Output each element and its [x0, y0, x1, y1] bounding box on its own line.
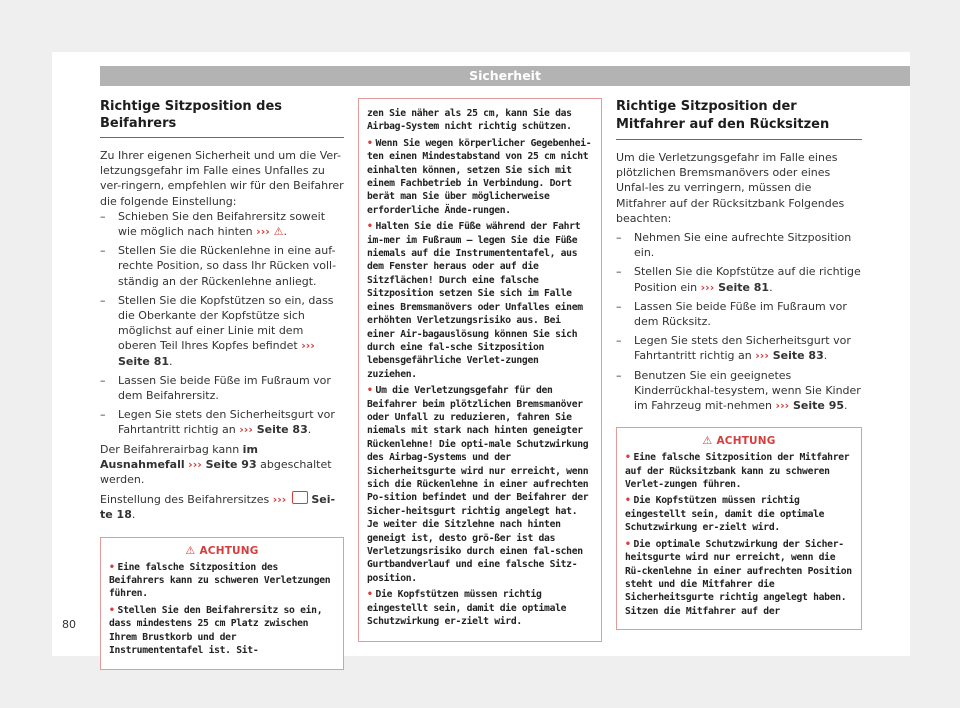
warning-item: • Eine falsche Sitzposition der Mitfahrer auf der Rücksitzbank kann zu schweren Verlet-zungen führen. [625, 452, 850, 491]
list-item: – Benutzen Sie ein geeignetes Kinderrückhal-tesystem, wenn Sie Kinder im Fahrzeug mit-nehmen ››› Seite 95. [616, 368, 861, 413]
airbag-note: Der Beifahrerairbag kann im Ausnahmefall ››› Seite 93 abgeschaltet werden. [100, 442, 332, 487]
list-item: – Stellen Sie die Kopfstütze auf die richtige Position ein ››› Seite 81. [616, 265, 861, 294]
warning-box [100, 537, 344, 670]
list-item: – Lassen Sie beide Füße im Fußraum vor dem Beifahrersitz. [100, 373, 331, 403]
warning-triangle-icon: ⚠ [185, 543, 196, 557]
warning-item: • Wenn Sie wegen körperlicher Gegebenhei-ten einen Mindestabstand von 25 cm nicht einhalten können, setzen Sie sich mit einem Fachbetrieb in Verbindung. Dort berät man Sie über möglicherweise erforderliche Ände-rungen. [367, 137, 592, 216]
page-reference-link[interactable]: ››› Seite 95 [775, 399, 845, 413]
list-item: – Legen Sie stets den Sicherheitsgurt vor Fahrtantritt richtig an ››› Seite 83. [616, 334, 851, 363]
list-item: – Legen Sie stets den Sicherheitsgurt vor Fahrtantritt richtig an ››› Seite 83. [100, 408, 335, 437]
page-reference-link[interactable]: ››› Seite 81 [118, 339, 315, 368]
warning-continuation: zen Sie näher als 25 cm, kann Sie das Airbag-System nicht richtig schützen. [367, 108, 572, 133]
page-reference-link[interactable]: ››› Seite 81 [700, 280, 770, 294]
column-1 [100, 98, 344, 670]
book-icon [292, 491, 308, 504]
list-item: – Nehmen Sie eine aufrechte Sitzposition ein. [616, 231, 852, 260]
column-3 [616, 98, 862, 630]
instruction-list [100, 209, 344, 438]
warning-item: • Um die Verletzungsgefahr für den Beifahrer beim plötzlichen Bremsmanöver oder Unfall zu reduzieren, fahren Sie niemals mit stark nach hinten geneigter Rückenlehne! Die opti-male Schutzwirkung des Airbag-Systems und der Sicherheitsgurte wird nur erreicht, wenn sich die Rückenlehne in einer aufrechten Po-sition befindet und der Beifahrer der Sicher-heitsgurt richtig angelegt hat. Je weiter die Sitzlehne nach hinten geneigt ist, desto grö-ßer ist das Verletzungsrisiko durch einen fal-schen Gurtbandverlauf und eine falsche Sitz-position. [367, 385, 589, 584]
warning-label: ACHTUNG [716, 435, 776, 448]
page-reference-link[interactable]: ››› Seite 83 [755, 349, 824, 363]
heading-rear-passengers: Richtige Sitzposition der Mitfahrer auf den Rücksitzen [616, 98, 862, 140]
page-reference-link[interactable]: ››› Seite 93 [188, 457, 257, 471]
page-reference-link[interactable]: Sei-te 18 [100, 493, 336, 522]
intro-text: Um die Verletzungsgefahr im Falle eines plötzlichen Bremsmanövers oder eines Unfal-les zu verringern, müssen die Mitfahrer auf der Rücksitzbank Folgendes beachten: [616, 151, 845, 225]
warning-box [616, 427, 862, 630]
list-item: – Stellen Sie die Kopfstützen so ein, dass die Oberkante der Kopfstütze sich möglichst auf einer Linie mit dem oberen Teil Ihres Kopfes befindet ››› Seite 81. [100, 293, 334, 368]
section-header: Sicherheit [100, 66, 910, 86]
warning-item: • Die Kopfstützen müssen richtig eingestellt sein, damit die optimale Schutzwirkung er-zielt wird. [367, 589, 567, 628]
warning-triangle-icon: ⚠ [273, 225, 284, 239]
warning-item: • Die optimale Schutzwirkung der Sicher-heitsgurte wird nur erreicht, wenn die Rü-ckenlehne in einer aufrechten Position steht und die Mitfahrer die Sicherheitsgurte richtig angelegt haben. Sitzen die Mitfahrer auf der [625, 538, 852, 617]
warning-label: ACHTUNG [199, 544, 259, 557]
intro-text: Zu Ihrer eigenen Sicherheit und um die Ver-letzungsgefahr im Falle eines Unfalles zu ver-ringern, empfehlen wir für den Beifahrer die folgende Einstellung: [100, 149, 344, 208]
warning-item: • Halten Sie die Füße während der Fahrt im-mer im Fußraum – legen Sie die Füße niemals auf die Instrumententafel, aus dem Fenster heraus oder auf die Sitzflächen! Durch eine falsche Sitzposition setzen Sie sich im Falle eines Bremsmanövers oder Unfalles einem erhöhten Verletzungsrisiko aus. Bei einer Air-bagauslösung können Sie sich durch eine fal-sche Sitzposition lebensgefährliche Verlet-zungen zuziehen. [367, 221, 583, 380]
page-number: 80 [62, 618, 76, 631]
warning-item: • Eine falsche Sitzposition des Beifahrers kann zu schweren Verletzungen führen. [109, 561, 331, 600]
warning-triangle-icon: ⚠ [702, 434, 713, 448]
warning-item: • Die Kopfstützen müssen richtig eingestellt sein, damit die optimale Schutzwirkung er-zielt wird. [625, 495, 825, 534]
list-item: – Stellen Sie die Rückenlehne in eine auf-rechte Position, so dass Ihr Rücken voll-ständig an der Rückenlehne anliegt. [100, 244, 337, 288]
warning-box-continued [358, 98, 602, 642]
manual-page [52, 52, 910, 656]
instruction-list [616, 230, 862, 413]
list-item: – Schieben Sie den Beifahrersitz soweit wie möglich nach hinten ››› ⚠. [100, 209, 326, 239]
page-reference-link[interactable]: ››› Seite 83 [239, 423, 308, 437]
warning-item: • Stellen Sie den Beifahrersitz so ein, dass mindestens 25 cm Platz zwischen Ihrem Brustkorb und der Instrumententafel ist. Sit- [109, 604, 323, 657]
list-item: – Lassen Sie beide Füße im Fußraum vor dem Rücksitz. [616, 299, 847, 329]
column-2 [358, 98, 602, 642]
heading-front-passenger: Richtige Sitzposition des Beifahrers [100, 98, 344, 138]
seat-setting-note: Einstellung des Beifahrersitzes ››› Sei-te 18. [100, 493, 336, 522]
